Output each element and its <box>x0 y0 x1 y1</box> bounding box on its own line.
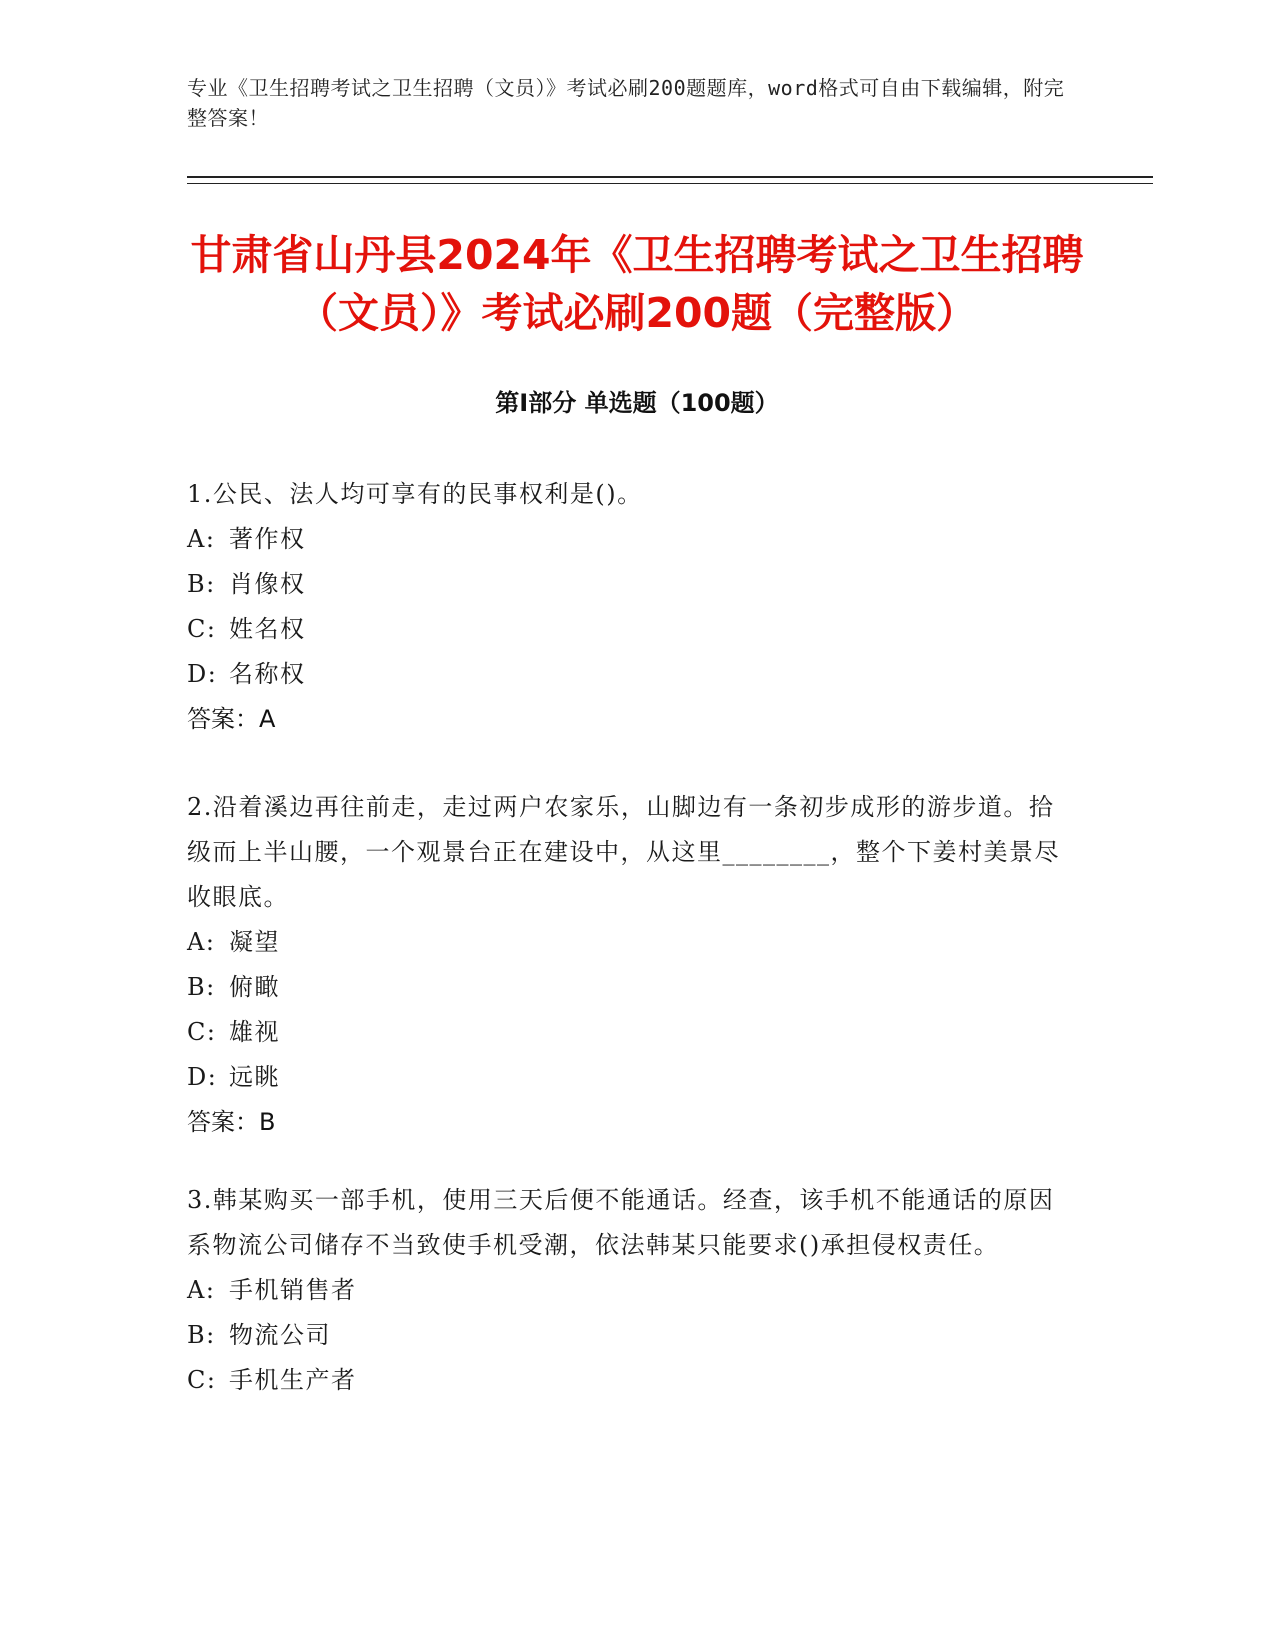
option-text: 肖像权 <box>229 570 306 598</box>
section-title: 第Ⅰ部分 单选题（100题） <box>495 389 779 417</box>
option-a <box>187 920 1067 965</box>
answer: 答案：B <box>187 1108 276 1136</box>
option-b <box>187 965 1067 1010</box>
option-letter: A: <box>187 928 216 956</box>
option-text: 远眺 <box>229 1063 280 1091</box>
option-a <box>187 1268 1067 1313</box>
option-text: 物流公司 <box>229 1321 331 1349</box>
option-text: 名称权 <box>229 660 306 688</box>
option-b <box>187 1313 1067 1358</box>
option-text: 手机生产者 <box>229 1366 357 1394</box>
option-d <box>187 652 1067 697</box>
header-note: 专业《卫生招聘考试之卫生招聘（文员）》考试必刷200题题库，word格式可自由下载编辑，附完整答案！ <box>187 76 1065 130</box>
question-1 <box>187 472 1067 742</box>
option-letter: C: <box>187 1018 217 1046</box>
option-letter: A: <box>187 1276 216 1304</box>
option-b <box>187 562 1067 607</box>
option-letter: D: <box>187 660 218 688</box>
question-stem: 3.韩某购买一部手机，使用三天后便不能通话。经查，该手机不能通话的原因系物流公司储存不当致使手机受潮，依法韩某只能要求()承担侵权责任。 <box>187 1186 1055 1259</box>
option-letter: B: <box>187 1321 216 1349</box>
option-text: 姓名权 <box>229 615 306 643</box>
option-letter: D: <box>187 1063 218 1091</box>
option-text: 凝望 <box>229 928 280 956</box>
option-text: 俯瞰 <box>229 973 280 1001</box>
option-text: 手机销售者 <box>229 1276 357 1304</box>
option-c <box>187 1010 1067 1055</box>
option-c <box>187 607 1067 652</box>
question-3 <box>187 1178 1067 1403</box>
document-title: 甘肃省山丹县2024年《卫生招聘考试之卫生招聘（文员）》考试必刷200题（完整版） <box>190 231 1084 337</box>
option-d <box>187 1055 1067 1100</box>
option-text: 雄视 <box>229 1018 280 1046</box>
option-letter: C: <box>187 1366 217 1394</box>
option-text: 著作权 <box>229 525 306 553</box>
option-letter: C: <box>187 615 217 643</box>
header-divider-thin <box>187 183 1153 184</box>
question-2 <box>187 785 1067 1145</box>
option-letter: B: <box>187 973 216 1001</box>
option-letter: A: <box>187 525 216 553</box>
option-letter: B: <box>187 570 216 598</box>
question-stem: 1.公民、法人均可享有的民事权利是()。 <box>187 480 643 508</box>
option-c <box>187 1358 1067 1403</box>
header-divider <box>187 176 1153 178</box>
answer: 答案：A <box>187 705 276 733</box>
question-stem: 2.沿着溪边再往前走，走过两户农家乐，山脚边有一条初步成形的游步道。拾级而上半山腰，一个观景台正在建设中，从这里________，整个下姜村美景尽收眼底。 <box>187 793 1060 911</box>
option-a <box>187 517 1067 562</box>
